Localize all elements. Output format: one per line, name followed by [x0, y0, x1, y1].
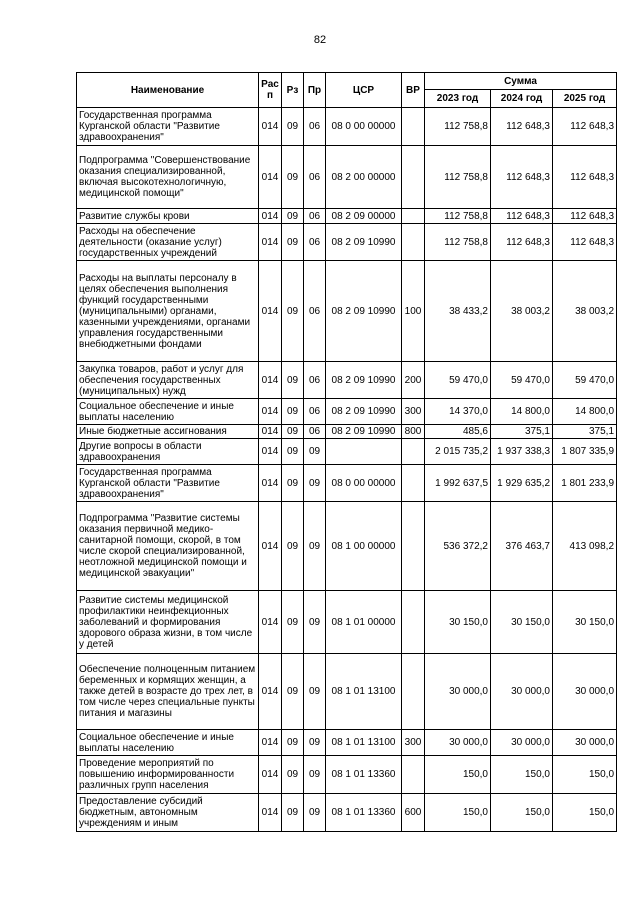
- cell-csr: [326, 439, 402, 465]
- cell-pr: 06: [304, 108, 326, 146]
- cell-2023: 30 000,0: [425, 730, 491, 756]
- table-row: [77, 146, 617, 209]
- table-row: [77, 756, 617, 794]
- page-number: 82: [313, 34, 327, 46]
- cell-name: Социальное обеспечение и иные выплаты населению: [77, 730, 259, 756]
- cell-name: Социальное обеспечение и иные выплаты населению: [77, 399, 259, 425]
- cell-ras: 014: [259, 224, 282, 261]
- cell-2025: 1 807 335,9: [553, 439, 617, 465]
- table-row: [77, 224, 617, 261]
- header-2024: 2024 год: [491, 90, 553, 108]
- cell-name: Расходы на выплаты персоналу в целях обеспечения выполнения функций государственными (муниципальными) органами, казенными учреждениями, органами управления государственными внебюджетными фондами: [77, 261, 259, 362]
- cell-2023: 30 000,0: [425, 654, 491, 730]
- cell-ras: 014: [259, 209, 282, 224]
- cell-2025: 14 800,0: [553, 399, 617, 425]
- cell-pr: 06: [304, 224, 326, 261]
- cell-rz: 09: [282, 224, 304, 261]
- cell-csr: 08 2 09 10990: [326, 224, 402, 261]
- cell-csr: 08 2 09 10990: [326, 425, 402, 439]
- header-rz: Рз: [282, 73, 304, 108]
- cell-2024: 112 648,3: [491, 108, 553, 146]
- cell-2025: 30 000,0: [553, 730, 617, 756]
- cell-2023: 14 370,0: [425, 399, 491, 425]
- cell-vr: 600: [402, 794, 425, 832]
- table-header: [77, 73, 617, 108]
- cell-2023: 30 150,0: [425, 591, 491, 654]
- table-row: [77, 108, 617, 146]
- header-2023: 2023 год: [425, 90, 491, 108]
- cell-vr: [402, 439, 425, 465]
- cell-pr: 09: [304, 794, 326, 832]
- cell-vr: [402, 465, 425, 502]
- cell-pr: 09: [304, 502, 326, 591]
- cell-rz: 09: [282, 591, 304, 654]
- cell-csr: 08 2 09 10990: [326, 362, 402, 399]
- cell-csr: 08 1 01 00000: [326, 591, 402, 654]
- budget-table: [76, 72, 617, 832]
- cell-vr: [402, 108, 425, 146]
- cell-2024: 112 648,3: [491, 146, 553, 209]
- cell-2025: 1 801 233,9: [553, 465, 617, 502]
- cell-csr: 08 1 01 13100: [326, 654, 402, 730]
- cell-csr: 08 1 01 13100: [326, 730, 402, 756]
- cell-2024: 150,0: [491, 794, 553, 832]
- header-ras: Рас п: [259, 73, 282, 108]
- cell-2024: 14 800,0: [491, 399, 553, 425]
- table-row: [77, 654, 617, 730]
- cell-name: Государственная программа Курганской области "Развитие здравоохранения": [77, 465, 259, 502]
- cell-2025: 30 000,0: [553, 654, 617, 730]
- cell-2025: 150,0: [553, 756, 617, 794]
- cell-ras: 014: [259, 502, 282, 591]
- cell-pr: 09: [304, 756, 326, 794]
- cell-name: Другие вопросы в области здравоохранения: [77, 439, 259, 465]
- cell-2025: 112 648,3: [553, 224, 617, 261]
- cell-2024: 112 648,3: [491, 224, 553, 261]
- cell-pr: 06: [304, 425, 326, 439]
- cell-vr: [402, 591, 425, 654]
- cell-ras: 014: [259, 439, 282, 465]
- cell-csr: 08 0 00 00000: [326, 108, 402, 146]
- cell-ras: 014: [259, 425, 282, 439]
- cell-vr: 100: [402, 261, 425, 362]
- cell-2025: 112 648,3: [553, 146, 617, 209]
- cell-2023: 38 433,2: [425, 261, 491, 362]
- cell-vr: [402, 502, 425, 591]
- cell-ras: 014: [259, 730, 282, 756]
- cell-2023: 485,6: [425, 425, 491, 439]
- cell-vr: 200: [402, 362, 425, 399]
- cell-2023: 1 992 637,5: [425, 465, 491, 502]
- cell-2024: 112 648,3: [491, 209, 553, 224]
- cell-ras: 014: [259, 654, 282, 730]
- cell-vr: 300: [402, 730, 425, 756]
- cell-pr: 09: [304, 465, 326, 502]
- cell-pr: 06: [304, 362, 326, 399]
- cell-pr: 09: [304, 439, 326, 465]
- cell-ras: 014: [259, 465, 282, 502]
- cell-rz: 09: [282, 425, 304, 439]
- cell-2023: 150,0: [425, 794, 491, 832]
- cell-rz: 09: [282, 261, 304, 362]
- table-row: [77, 399, 617, 425]
- cell-2023: 150,0: [425, 756, 491, 794]
- table-row: [77, 439, 617, 465]
- cell-rz: 09: [282, 756, 304, 794]
- cell-vr: [402, 654, 425, 730]
- table-row: [77, 362, 617, 399]
- header-sum: Сумма: [425, 73, 617, 90]
- table-body: [77, 108, 617, 832]
- table-row: [77, 794, 617, 832]
- cell-vr: 300: [402, 399, 425, 425]
- header-pr: Пр: [304, 73, 326, 108]
- cell-vr: [402, 146, 425, 209]
- cell-name: Подпрограмма "Совершенствование оказания специализированной, включая высокотехнологичную, медицинской помощи": [77, 146, 259, 209]
- cell-2025: 38 003,2: [553, 261, 617, 362]
- cell-2024: 376 463,7: [491, 502, 553, 591]
- cell-rz: 09: [282, 654, 304, 730]
- table-row: [77, 591, 617, 654]
- cell-pr: 06: [304, 209, 326, 224]
- cell-rz: 09: [282, 146, 304, 209]
- cell-name: Развитие службы крови: [77, 209, 259, 224]
- cell-ras: 014: [259, 108, 282, 146]
- cell-csr: 08 2 00 00000: [326, 146, 402, 209]
- cell-2023: 2 015 735,2: [425, 439, 491, 465]
- cell-rz: 09: [282, 465, 304, 502]
- cell-name: Государственная программа Курганской области "Развитие здравоохранения": [77, 108, 259, 146]
- cell-name: Проведение мероприятий по повышению информированности различных групп населения: [77, 756, 259, 794]
- cell-2024: 150,0: [491, 756, 553, 794]
- header-csr: ЦСР: [326, 73, 402, 108]
- cell-rz: 09: [282, 362, 304, 399]
- cell-rz: 09: [282, 730, 304, 756]
- cell-pr: 06: [304, 146, 326, 209]
- header-vr: ВР: [402, 73, 425, 108]
- cell-csr: 08 0 00 00000: [326, 465, 402, 502]
- cell-csr: 08 1 00 00000: [326, 502, 402, 591]
- cell-2023: 59 470,0: [425, 362, 491, 399]
- cell-2024: 375,1: [491, 425, 553, 439]
- cell-ras: 014: [259, 261, 282, 362]
- cell-vr: [402, 224, 425, 261]
- cell-vr: [402, 209, 425, 224]
- cell-name: Обеспечение полноценным питанием беременных и кормящих женщин, а также детей в возрасте до трех лет, в том числе через специальные пункты питания и магазины: [77, 654, 259, 730]
- cell-pr: 09: [304, 730, 326, 756]
- cell-2025: 150,0: [553, 794, 617, 832]
- cell-rz: 09: [282, 209, 304, 224]
- cell-ras: 014: [259, 794, 282, 832]
- cell-pr: 09: [304, 654, 326, 730]
- cell-2025: 112 648,3: [553, 209, 617, 224]
- cell-2024: 1 929 635,2: [491, 465, 553, 502]
- cell-rz: 09: [282, 108, 304, 146]
- table-row: [77, 209, 617, 224]
- cell-vr: [402, 756, 425, 794]
- cell-rz: 09: [282, 439, 304, 465]
- cell-ras: 014: [259, 591, 282, 654]
- table-row: [77, 502, 617, 591]
- header-2025: 2025 год: [553, 90, 617, 108]
- table-row: [77, 730, 617, 756]
- table-row: [77, 465, 617, 502]
- cell-2023: 112 758,8: [425, 146, 491, 209]
- cell-2024: 38 003,2: [491, 261, 553, 362]
- cell-rz: 09: [282, 502, 304, 591]
- table-row: [77, 425, 617, 439]
- cell-csr: 08 1 01 13360: [326, 794, 402, 832]
- cell-pr: 06: [304, 261, 326, 362]
- cell-vr: 800: [402, 425, 425, 439]
- cell-2025: 112 648,3: [553, 108, 617, 146]
- cell-2023: 112 758,8: [425, 209, 491, 224]
- cell-rz: 09: [282, 794, 304, 832]
- cell-name: Закупка товаров, работ и услуг для обеспечения государственных (муниципальных) нужд: [77, 362, 259, 399]
- cell-rz: 09: [282, 399, 304, 425]
- cell-ras: 014: [259, 756, 282, 794]
- cell-name: Развитие системы медицинской профилактики неинфекционных заболеваний и формирования здорового образа жизни, в том числе у детей: [77, 591, 259, 654]
- cell-pr: 09: [304, 591, 326, 654]
- table-row: [77, 261, 617, 362]
- cell-name: Предоставление субсидий бюджетным, автономным учреждениям и иным: [77, 794, 259, 832]
- cell-pr: 06: [304, 399, 326, 425]
- cell-csr: 08 2 09 00000: [326, 209, 402, 224]
- cell-2025: 375,1: [553, 425, 617, 439]
- cell-name: Расходы на обеспечение деятельности (оказание услуг) государственных учреждений: [77, 224, 259, 261]
- cell-csr: 08 2 09 10990: [326, 399, 402, 425]
- cell-2025: 413 098,2: [553, 502, 617, 591]
- cell-2023: 112 758,8: [425, 224, 491, 261]
- cell-2023: 536 372,2: [425, 502, 491, 591]
- cell-2024: 30 000,0: [491, 654, 553, 730]
- cell-csr: 08 2 09 10990: [326, 261, 402, 362]
- header-name: Наименование: [77, 73, 259, 108]
- cell-2025: 59 470,0: [553, 362, 617, 399]
- cell-2025: 30 150,0: [553, 591, 617, 654]
- cell-ras: 014: [259, 399, 282, 425]
- cell-2024: 59 470,0: [491, 362, 553, 399]
- cell-2024: 1 937 338,3: [491, 439, 553, 465]
- cell-2023: 112 758,8: [425, 108, 491, 146]
- cell-csr: 08 1 01 13360: [326, 756, 402, 794]
- cell-name: Иные бюджетные ассигнования: [77, 425, 259, 439]
- cell-ras: 014: [259, 146, 282, 209]
- cell-2024: 30 150,0: [491, 591, 553, 654]
- cell-2024: 30 000,0: [491, 730, 553, 756]
- cell-name: Подпрограмма "Развитие системы оказания первичной медико-санитарной помощи, скорой, в том числе скорой специализированной, неотложной медицинской помощи и медицинской эвакуации": [77, 502, 259, 591]
- cell-ras: 014: [259, 362, 282, 399]
